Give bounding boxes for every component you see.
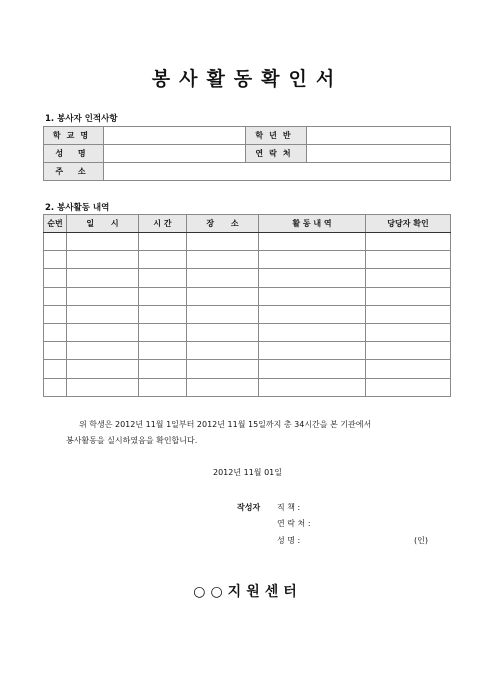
activity-cell[interactable] xyxy=(67,342,139,360)
header-no: 순번 xyxy=(44,215,67,233)
statement-line-2: 봉사활동을 실시하였음을 확인합니다. xyxy=(66,436,198,445)
activity-row xyxy=(44,233,451,251)
address-label: 주 소 xyxy=(44,163,104,181)
activity-row xyxy=(44,378,451,396)
grade-class-label: 학년반 xyxy=(246,127,307,145)
position-label: 직 책 : xyxy=(277,503,301,512)
activity-cell[interactable] xyxy=(187,378,259,396)
activity-cell[interactable] xyxy=(139,269,187,287)
activity-cell[interactable] xyxy=(187,305,259,323)
header-datetime: 일 시 xyxy=(67,215,139,233)
grade-class-field[interactable] xyxy=(307,127,451,145)
activity-cell[interactable] xyxy=(259,342,366,360)
activity-cell[interactable] xyxy=(259,251,366,269)
activity-cell[interactable] xyxy=(366,342,451,360)
activity-cell[interactable] xyxy=(366,323,451,341)
activity-cell[interactable] xyxy=(366,233,451,251)
activity-cell[interactable] xyxy=(259,378,366,396)
activity-cell[interactable] xyxy=(139,360,187,378)
activity-cell[interactable] xyxy=(259,233,366,251)
address-field[interactable] xyxy=(104,163,451,181)
name-field[interactable] xyxy=(104,145,246,163)
activity-cell[interactable] xyxy=(366,251,451,269)
header-hours: 시 간 xyxy=(139,215,187,233)
personal-info-table xyxy=(43,126,451,181)
activity-cell[interactable] xyxy=(259,360,366,378)
activity-cell[interactable] xyxy=(139,378,187,396)
activity-cell[interactable] xyxy=(44,305,67,323)
activity-cell[interactable] xyxy=(366,269,451,287)
activity-row xyxy=(44,305,451,323)
activity-cell[interactable] xyxy=(44,233,67,251)
activity-cell[interactable] xyxy=(44,251,67,269)
activity-cell[interactable] xyxy=(187,287,259,305)
activity-cell[interactable] xyxy=(187,233,259,251)
activity-cell[interactable] xyxy=(139,305,187,323)
seal-mark: (인) xyxy=(414,536,428,545)
header-activity: 활 동 내 역 xyxy=(259,215,366,233)
activity-row xyxy=(44,360,451,378)
activity-cell[interactable] xyxy=(187,251,259,269)
section1-heading: 1. 봉사자 인적사항 xyxy=(45,114,118,124)
activity-cell[interactable] xyxy=(67,251,139,269)
section2-heading: 2. 봉사활동 내역 xyxy=(45,203,110,213)
activity-cell[interactable] xyxy=(366,378,451,396)
activity-cell[interactable] xyxy=(139,323,187,341)
school-name-label: 학교명 xyxy=(44,127,104,145)
activity-cell[interactable] xyxy=(187,360,259,378)
document-title: 봉사활동확인서 xyxy=(151,68,344,90)
activity-cell[interactable] xyxy=(67,287,139,305)
activity-cell[interactable] xyxy=(259,269,366,287)
issue-date: 2012년 11월 01일 xyxy=(213,468,282,477)
activity-cell[interactable] xyxy=(139,233,187,251)
header-place: 장 소 xyxy=(187,215,259,233)
activity-cell[interactable] xyxy=(366,360,451,378)
activity-table xyxy=(43,214,451,397)
name-label: 성 명 xyxy=(44,145,104,163)
activity-row xyxy=(44,269,451,287)
signer-name-label: 성 명 : xyxy=(277,536,301,545)
activity-cell[interactable] xyxy=(139,342,187,360)
activity-cell[interactable] xyxy=(44,323,67,341)
activity-cell[interactable] xyxy=(67,323,139,341)
organization-name: ○○지원센터 xyxy=(193,584,302,600)
activity-cell[interactable] xyxy=(44,360,67,378)
activity-cell[interactable] xyxy=(67,269,139,287)
activity-cell[interactable] xyxy=(259,287,366,305)
activity-cell[interactable] xyxy=(187,269,259,287)
activity-cell[interactable] xyxy=(67,233,139,251)
school-name-field[interactable] xyxy=(104,127,246,145)
activity-cell[interactable] xyxy=(44,378,67,396)
activity-row xyxy=(44,323,451,341)
activity-cell[interactable] xyxy=(44,342,67,360)
info-row-2 xyxy=(44,145,451,163)
header-confirm: 당당자 확인 xyxy=(366,215,451,233)
activity-row xyxy=(44,251,451,269)
activity-cell[interactable] xyxy=(67,360,139,378)
activity-cell[interactable] xyxy=(139,251,187,269)
activity-cell[interactable] xyxy=(187,342,259,360)
activity-header-row xyxy=(44,215,451,233)
activity-cell[interactable] xyxy=(259,305,366,323)
activity-cell[interactable] xyxy=(366,287,451,305)
activity-row xyxy=(44,342,451,360)
contact-label: 연락처 xyxy=(246,145,307,163)
activity-cell[interactable] xyxy=(187,323,259,341)
info-row-3 xyxy=(44,163,451,181)
info-row-1 xyxy=(44,127,451,145)
author-label: 작성자 xyxy=(237,503,261,512)
statement-line-1: 위 학생은 2012년 11월 1일부터 2012년 11월 15일까지 총 34시간을 본 기관에서 xyxy=(79,420,372,429)
activity-cell[interactable] xyxy=(259,323,366,341)
contact-field[interactable] xyxy=(307,145,451,163)
contact-person-label: 연 락 처 : xyxy=(277,519,311,528)
activity-cell[interactable] xyxy=(44,287,67,305)
activity-cell[interactable] xyxy=(44,269,67,287)
activity-cell[interactable] xyxy=(67,378,139,396)
activity-cell[interactable] xyxy=(67,305,139,323)
activity-cell[interactable] xyxy=(139,287,187,305)
activity-row xyxy=(44,287,451,305)
activity-cell[interactable] xyxy=(366,305,451,323)
